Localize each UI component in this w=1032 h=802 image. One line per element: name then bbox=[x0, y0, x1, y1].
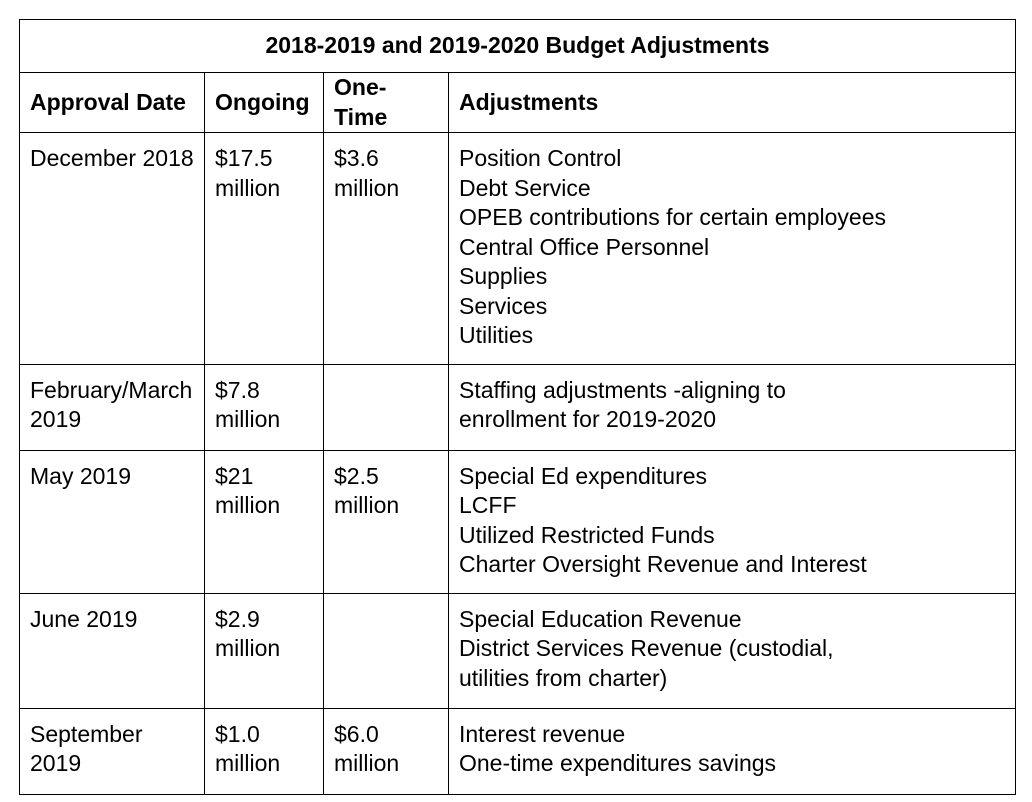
adjustments-cell bbox=[449, 450, 1016, 593]
ongoing-unit: million bbox=[215, 174, 281, 201]
ongoing-cell bbox=[205, 133, 324, 365]
adjustment-item: Services bbox=[459, 292, 548, 319]
adjustment-item: Position Control bbox=[459, 145, 622, 171]
header-one-time: One-Time bbox=[324, 73, 449, 133]
ongoing-unit: million bbox=[215, 750, 281, 776]
adjustment-item: enrollment for 2019-2020 bbox=[459, 406, 716, 432]
table-row bbox=[20, 133, 1016, 365]
one-time-amount: $2.5 bbox=[334, 462, 379, 489]
budget-adjustments-table bbox=[19, 19, 1016, 795]
one-time-cell bbox=[324, 450, 449, 593]
one-time-cell bbox=[324, 708, 449, 794]
approval-date-cell bbox=[20, 364, 205, 450]
adjustment-item: Special Ed expenditures bbox=[459, 462, 708, 489]
approval-date-text: September bbox=[30, 720, 143, 747]
approval-date-text: May 2019 bbox=[30, 462, 132, 489]
adjustment-item: Central Office Personnel bbox=[459, 233, 710, 260]
one-time-unit: million bbox=[334, 174, 400, 201]
one-time-cell bbox=[324, 364, 449, 450]
ongoing-amount: $17.5 bbox=[215, 145, 273, 171]
adjustment-item: Charter Oversight Revenue and Interest bbox=[459, 551, 867, 577]
ongoing-cell bbox=[205, 364, 324, 450]
adjustment-item: Utilized Restricted Funds bbox=[459, 521, 715, 548]
adjustment-item: Interest revenue bbox=[459, 720, 626, 747]
adjustment-item: Staffing adjustments -aligning to bbox=[459, 376, 786, 403]
adjustment-item: Utilities bbox=[459, 322, 534, 348]
one-time-cell bbox=[324, 133, 449, 365]
adjustments-cell bbox=[449, 133, 1016, 365]
adjustment-item: LCFF bbox=[459, 492, 517, 518]
ongoing-unit: million bbox=[215, 406, 281, 432]
ongoing-cell bbox=[205, 593, 324, 708]
header-ongoing: Ongoing bbox=[205, 73, 324, 133]
header-approval-date: Approval Date bbox=[20, 73, 205, 133]
header-adjustments: Adjustments bbox=[449, 73, 1016, 133]
adjustment-item: Supplies bbox=[459, 263, 548, 289]
ongoing-amount: $21 bbox=[215, 462, 254, 489]
table-row bbox=[20, 450, 1016, 593]
ongoing-unit: million bbox=[215, 492, 281, 518]
table-row bbox=[20, 593, 1016, 708]
one-time-amount: $6.0 bbox=[334, 720, 379, 747]
adjustment-item: One-time expenditures savings bbox=[459, 750, 777, 776]
adjustments-cell bbox=[449, 708, 1016, 794]
ongoing-amount: $2.9 bbox=[215, 605, 260, 632]
approval-date-text: 2019 bbox=[30, 406, 82, 432]
one-time-amount: $3.6 bbox=[334, 145, 379, 171]
approval-date-cell bbox=[20, 708, 205, 794]
ongoing-cell bbox=[205, 450, 324, 593]
table-title: 2018-2019 and 2019-2020 Budget Adjustments bbox=[20, 20, 1016, 73]
one-time-cell bbox=[324, 593, 449, 708]
adjustment-item: Special Education Revenue bbox=[459, 605, 742, 632]
adjustment-item: Debt Service bbox=[459, 174, 591, 201]
table-title-row bbox=[20, 20, 1016, 73]
ongoing-amount: $1.0 bbox=[215, 720, 260, 747]
table-row bbox=[20, 364, 1016, 450]
approval-date-text: February/March bbox=[30, 376, 193, 403]
one-time-unit: million bbox=[334, 750, 400, 776]
adjustment-item: utilities from charter) bbox=[459, 664, 668, 691]
one-time-unit: million bbox=[334, 492, 400, 518]
ongoing-unit: million bbox=[215, 635, 281, 661]
approval-date-text: December 2018 bbox=[30, 145, 194, 171]
adjustments-cell bbox=[449, 593, 1016, 708]
approval-date-text: June 2019 bbox=[30, 605, 138, 632]
approval-date-text: 2019 bbox=[30, 750, 82, 776]
approval-date-cell bbox=[20, 593, 205, 708]
adjustment-item: OPEB contributions for certain employees bbox=[459, 204, 886, 230]
adjustments-cell bbox=[449, 364, 1016, 450]
approval-date-cell bbox=[20, 450, 205, 593]
approval-date-cell bbox=[20, 133, 205, 365]
ongoing-amount: $7.8 bbox=[215, 376, 260, 403]
table-row bbox=[20, 708, 1016, 794]
ongoing-cell bbox=[205, 708, 324, 794]
adjustment-item: District Services Revenue (custodial, bbox=[459, 635, 834, 661]
table-header-row bbox=[20, 73, 1016, 133]
